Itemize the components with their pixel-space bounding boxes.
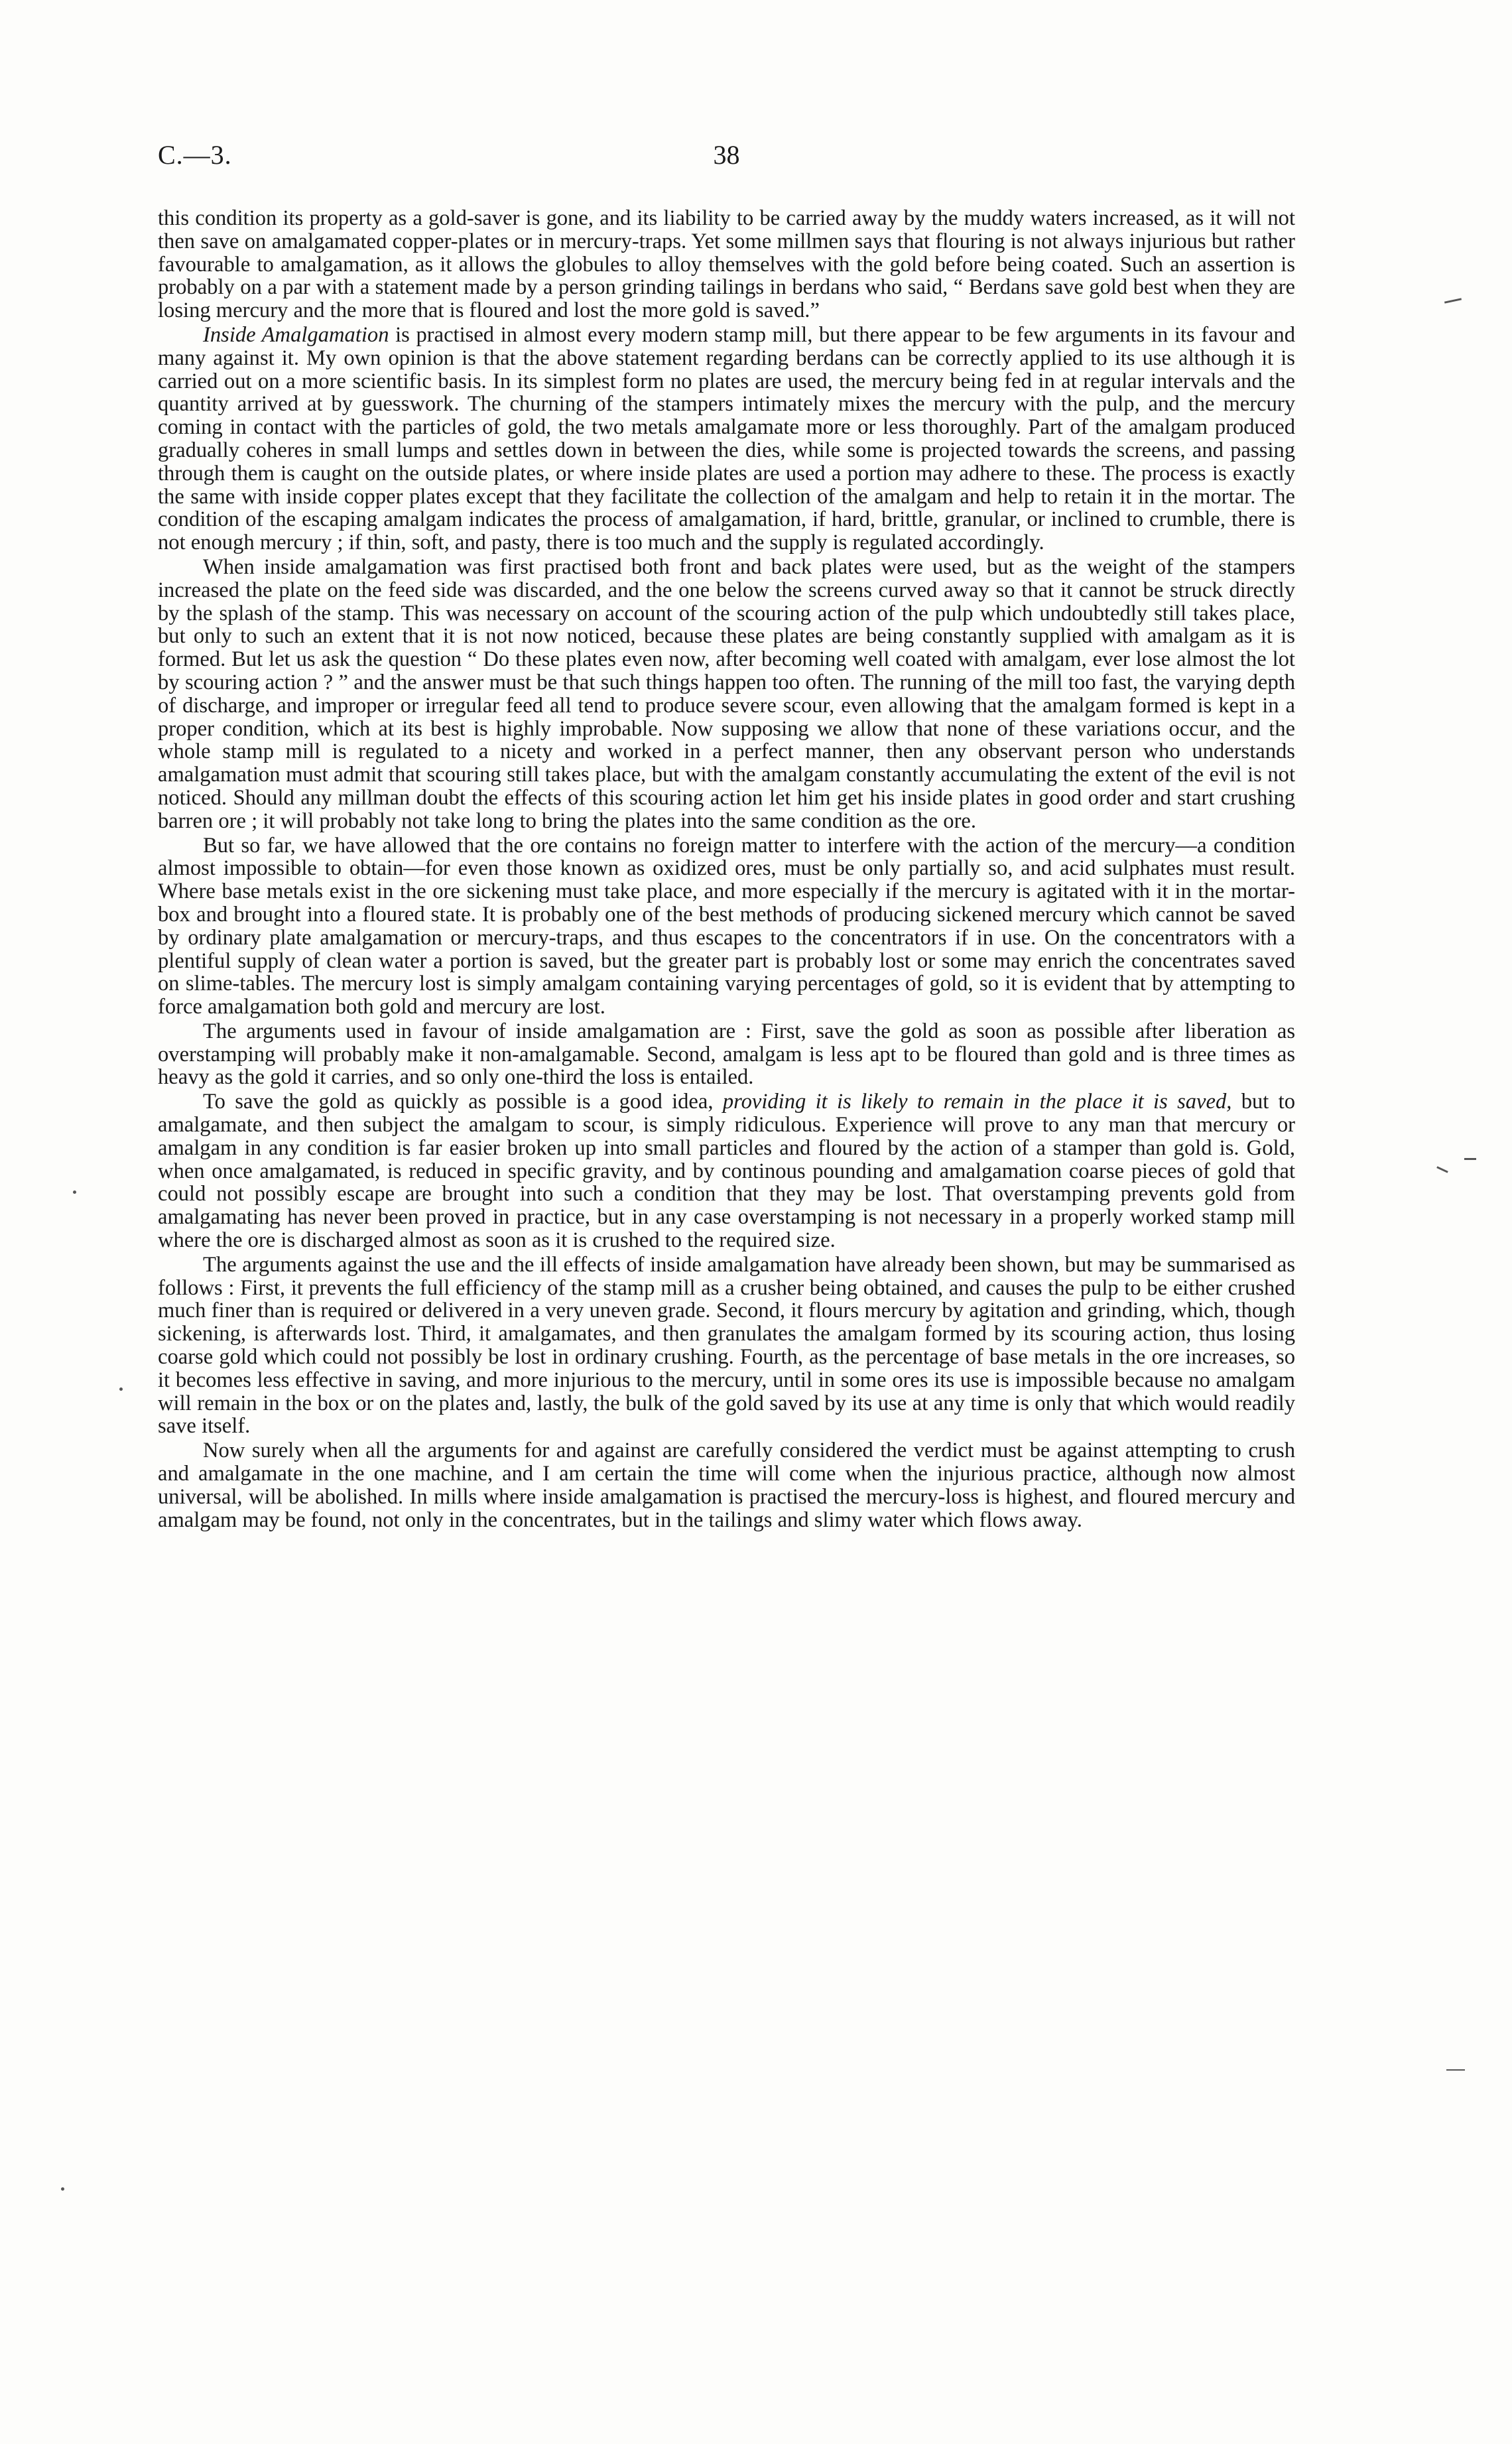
report-code: C.—3. bbox=[158, 140, 232, 170]
paragraph: When inside amalgamation was first practised both front and back plates were used, but as the weight of the stampers increased the plate on the feed side was discarded, and the one below the screens curved away so that it cannot be struck directly by the splash of the stamp. This was necessary on account of the scouring action of the pulp which undoubtedly still takes place, but only to such an extent that it is not now noticed, because these plates are being constantly supplied with amalgam as it is formed. But let us ask the question “ Do these plates even now, after becoming well coated with amalgam, ever lose almost the lot by scouring action ? ” and the answer must be that such things happen too often. The running of the mill too fast, the varying depth of discharge, and improper or irregular feed all tend to produce severe scour, even allowing that the amalgam formed is kept in a proper condition, which at its best is highly improbable. Now supposing we allow that none of these variations occur, and the whole stamp mill is regulated to a nicety and worked in a perfect manner, then any observant person who understands amalgamation must admit that scouring still takes place, but with the amalgam constantly accumulating the extent of the evil is not noticed. Should any millman doubt the effects of this scouring action let him get his inside plates in good order and start crushing barren ore ; it will probably not take long to bring the plates into the same condition as the ore. bbox=[158, 554, 1295, 833]
page-header bbox=[158, 139, 1295, 179]
scan-mark bbox=[1444, 298, 1462, 303]
scan-mark bbox=[119, 1387, 123, 1391]
scan-mark bbox=[1436, 1166, 1448, 1173]
scan-mark bbox=[61, 2187, 64, 2191]
page-number: 38 bbox=[713, 140, 740, 170]
section-lead: Inside Amalgamation bbox=[203, 322, 389, 347]
article-body bbox=[158, 207, 1295, 1533]
paragraph: The arguments against the use and the ill effects of inside amalgamation have already been shown, but may be summarised as follows : First, it prevents the full efficiency of the stamp mill as a crusher being obtained, and causes the pulp to be either crushed much finer than is required or delivered in a very uneven grade. Second, it flours mercury by agitation and grinding, which, though sickening, is afterwards lost. Third, it amalgamates, and then granulates the amalgam formed by its scouring action, thus losing coarse gold which could not possibly be lost in ordinary crushing. Fourth, as the percentage of base metals in the ore increases, so it becomes less effective in saving, and more injurious to the mercury, until in some ores its use is impossible because no amalgam will remain in the box or on the plates and, lastly, the bulk of the gold saved by its use at any time is only that which would readily save itself. bbox=[158, 1252, 1295, 1439]
emphasis: providing it is likely to remain in the place it is saved, bbox=[722, 1090, 1232, 1114]
paragraph: this condition its property as a gold-saver is gone, and its liability to be carried away by the muddy waters increased, as it will not then save on amalgamated copper-plates or in mercury-traps. Yet some millmen says that flouring is not always injurious but rather favourable to amalgamation, as it allows the globules to alloy themselves with the gold before being coated. Such an assertion is probably on a par with a statement made by a person grinding tailings in berdans who said, “ Berdans save gold best when they are losing mercury and the more that is floured and lost the more gold is saved.” bbox=[158, 206, 1295, 323]
scan-mark bbox=[73, 1190, 76, 1194]
paragraph: Now surely when all the arguments for and against are carefully considered the verdict must be against attempting to crush and amalgamate in the one machine, and I am certain the time will come when the injurious practice, although now almost universal, will be abolished. In mills where inside amalgamation is practised the mercury-loss is highest, and floured mercury and amalgam may be found, not only in the concentrates, but in the tailings and slimy water which flows away. bbox=[158, 1439, 1295, 1532]
paragraph: Inside Amalgamation is practised in almost every modern stamp mill, but there appear to be few arguments in its favour and many against it. My own opinion is that the above statement regarding berdans can be correctly applied to its use although it is carried out on a more scientific basis. In its simplest form no plates are used, the mercury being fed in at regular intervals and the quantity arrived at by guesswork. The churning of the stampers intimately mixes the mercury with the pulp, and the mercury coming in contact with the particles of gold, the two metals amalgamate more or less thoroughly. Part of the amalgam produced gradually coheres in small lumps and settles down in between the dies, while some is projected towards the screens, and passing through them is caught on the outside plates, or where inside plates are used a portion may adhere to these. The process is exactly the same with inside copper plates except that they facilitate the collection of the amalgam and help to retain it in the mortar. The condition of the escaping amalgam indicates the process of amalgamation, if hard, brittle, granular, or inclined to crumble, there is not enough mercury ; if thin, soft, and pasty, there is too much and the supply is regulated accordingly. bbox=[158, 322, 1295, 555]
paragraph: To save the gold as quickly as possible is a good idea, providing it is likely to remain in the place it is saved, but to amalgamate, and then subject the amalgam to scour, is simply ridiculous. Experience will prove to any man that mercury or amalgam in any condition is far easier broken up into small particles and floured by the action of a stamper than gold is. Gold, when once amalgamated, is reduced in specific gravity, and by continous pounding and amalgamation coarse pieces of gold that could not possibly escape are brought into such a condition that they may be lost. That overstamping prevents gold from amalgamating has never been proved in practice, but in any case overstamping is not necessary in a properly worked stamp mill where the ore is discharged almost as soon as it is crushed to the required size. bbox=[158, 1090, 1295, 1253]
scan-mark bbox=[1446, 2069, 1465, 2071]
paragraph: But so far, we have allowed that the ore contains no foreign matter to interfere with the action of the mercury—a condition almost impossible to obtain—for even those known as oxidized ores, must be only partially so, and acid sulphates must result. Where base metals exist in the ore sickening must take place, and more especially if the mercury is agitated with it in the mortar-box and brought into a floured state. It is probably one of the best methods of producing sickened mercury which cannot be saved by ordinary plate amalgamation or mercury-traps, and thus escapes to the concentrators if in use. On the concentrators with a plentiful supply of clean water a portion is saved, but the greater part is probably lost or some may enrich the concentrates saved on slime-tables. The mercury lost is simply amalgam containing varying percentages of gold, so it is evident that by attempting to force amalgamation both gold and mercury are lost. bbox=[158, 833, 1295, 1019]
scan-mark bbox=[1464, 1158, 1476, 1160]
paragraph: The arguments used in favour of inside amalgamation are : First, save the gold as soon as possible after liberation as overstamping will probably make it non-amalgamable. Second, amalgam is less apt to be floured than gold and is three times as heavy as the gold it carries, and so only one-third the loss is entailed. bbox=[158, 1019, 1295, 1090]
